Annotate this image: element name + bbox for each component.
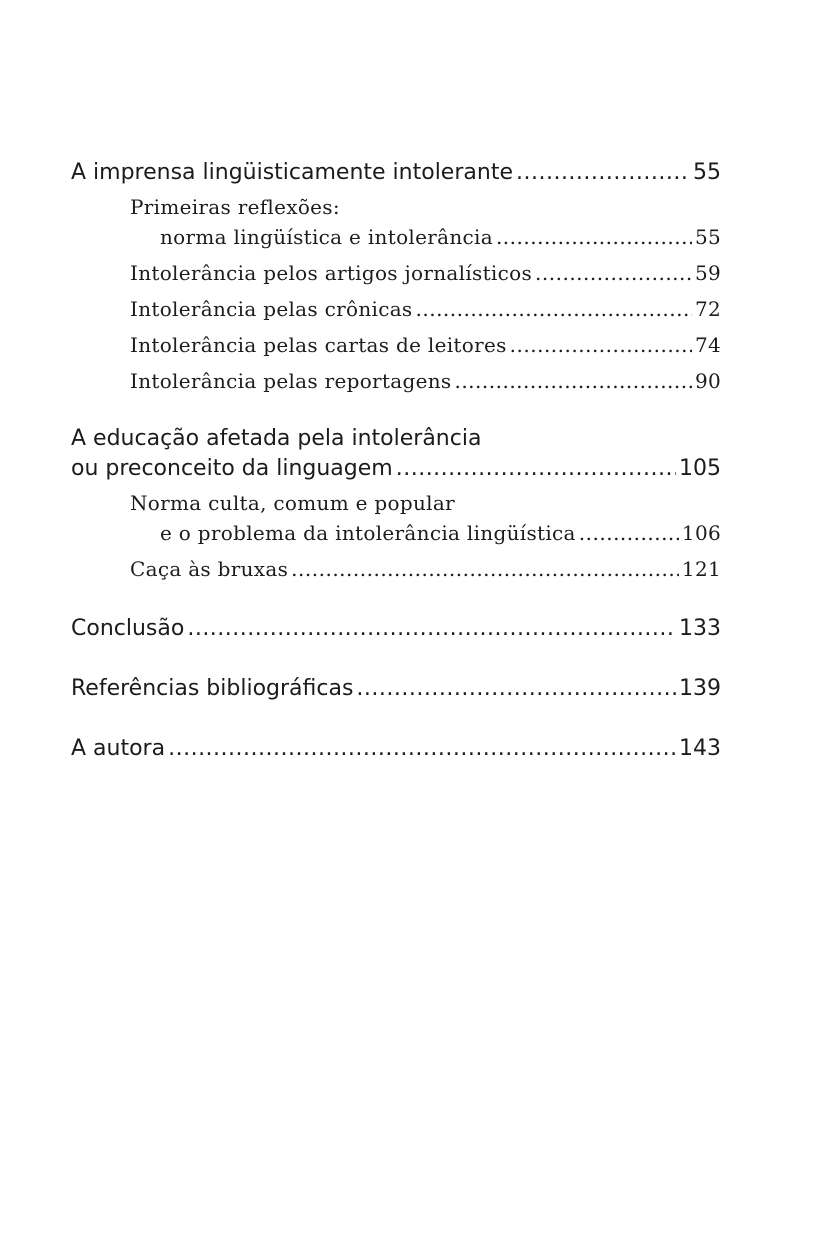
toc-subsection [71, 554, 721, 584]
toc-entry-title: Intolerância pelas crônicas [130, 297, 413, 321]
toc-entry-title-line: Norma culta, comum e popular [130, 491, 455, 515]
toc-subsection [71, 330, 721, 360]
toc-entry-title: Referências bibliográficas [71, 676, 354, 701]
toc-subsection [71, 488, 721, 548]
toc-entry-title: Intolerância pelos artigos jornalísticos [130, 261, 533, 285]
dot-leader [454, 366, 691, 396]
toc-chapter [71, 424, 721, 484]
toc-subsection [71, 258, 721, 288]
toc-entry-title: Conclusão [71, 616, 185, 641]
toc-page-number: 143 [679, 736, 721, 761]
dot-leader [496, 222, 692, 252]
dot-leader [416, 294, 692, 324]
dot-leader [187, 614, 676, 644]
toc-entry [130, 366, 721, 396]
toc-entry-title: ou preconceito da linguagem [71, 456, 393, 481]
toc-page-number: 105 [679, 456, 721, 481]
dot-leader [535, 258, 692, 288]
toc-page-number: 72 [694, 297, 721, 321]
toc-page-number: 55 [693, 160, 721, 185]
toc-entry [130, 294, 721, 324]
dot-leader [168, 734, 676, 764]
dot-leader [510, 330, 692, 360]
table-of-contents [71, 158, 721, 764]
toc-entry-title: Intolerância pelas reportagens [130, 369, 452, 393]
toc-entry-title-line: Primeiras reflexões: [130, 195, 340, 219]
toc-entry [71, 674, 721, 704]
toc-entry [130, 330, 721, 360]
dot-leader [516, 158, 690, 188]
toc-entry-title: e o problema da intolerância lingüística [160, 521, 576, 545]
toc-entry [71, 158, 721, 188]
toc-chapter [71, 734, 721, 764]
dot-leader [356, 674, 676, 704]
dot-leader [291, 554, 679, 584]
dot-leader [579, 518, 679, 548]
toc-subsection [71, 366, 721, 396]
toc-subsection [71, 294, 721, 324]
toc-page-number: 59 [694, 261, 721, 285]
toc-entry-title-line: A educação afetada pela intolerância [71, 426, 482, 451]
toc-page-number: 55 [694, 225, 721, 249]
toc-entry-title: A imprensa lingüisticamente intolerante [71, 160, 513, 185]
toc-chapter [71, 674, 721, 704]
toc-entry [71, 734, 721, 764]
toc-page-number: 90 [694, 369, 721, 393]
toc-entry-title: Caça às bruxas [130, 557, 289, 581]
toc-subsection [71, 192, 721, 252]
toc-entry [130, 258, 721, 288]
toc-page-number: 139 [679, 676, 721, 701]
toc-entry-title: A autora [71, 736, 166, 761]
toc-entry [71, 614, 721, 644]
toc-entry [130, 222, 721, 252]
toc-entry [130, 554, 721, 584]
toc-entry [130, 518, 721, 548]
toc-page-number: 121 [681, 557, 721, 581]
toc-page-number: 133 [679, 616, 721, 641]
dot-leader [396, 454, 676, 484]
toc-entry [71, 454, 721, 484]
toc-page-number: 106 [681, 521, 721, 545]
toc-chapter [71, 614, 721, 644]
toc-entry-title: Intolerância pelas cartas de leitores [130, 333, 507, 357]
toc-page-number: 74 [694, 333, 721, 357]
toc-entry-title: norma lingüística e intolerância [160, 225, 493, 249]
toc-chapter [71, 158, 721, 188]
